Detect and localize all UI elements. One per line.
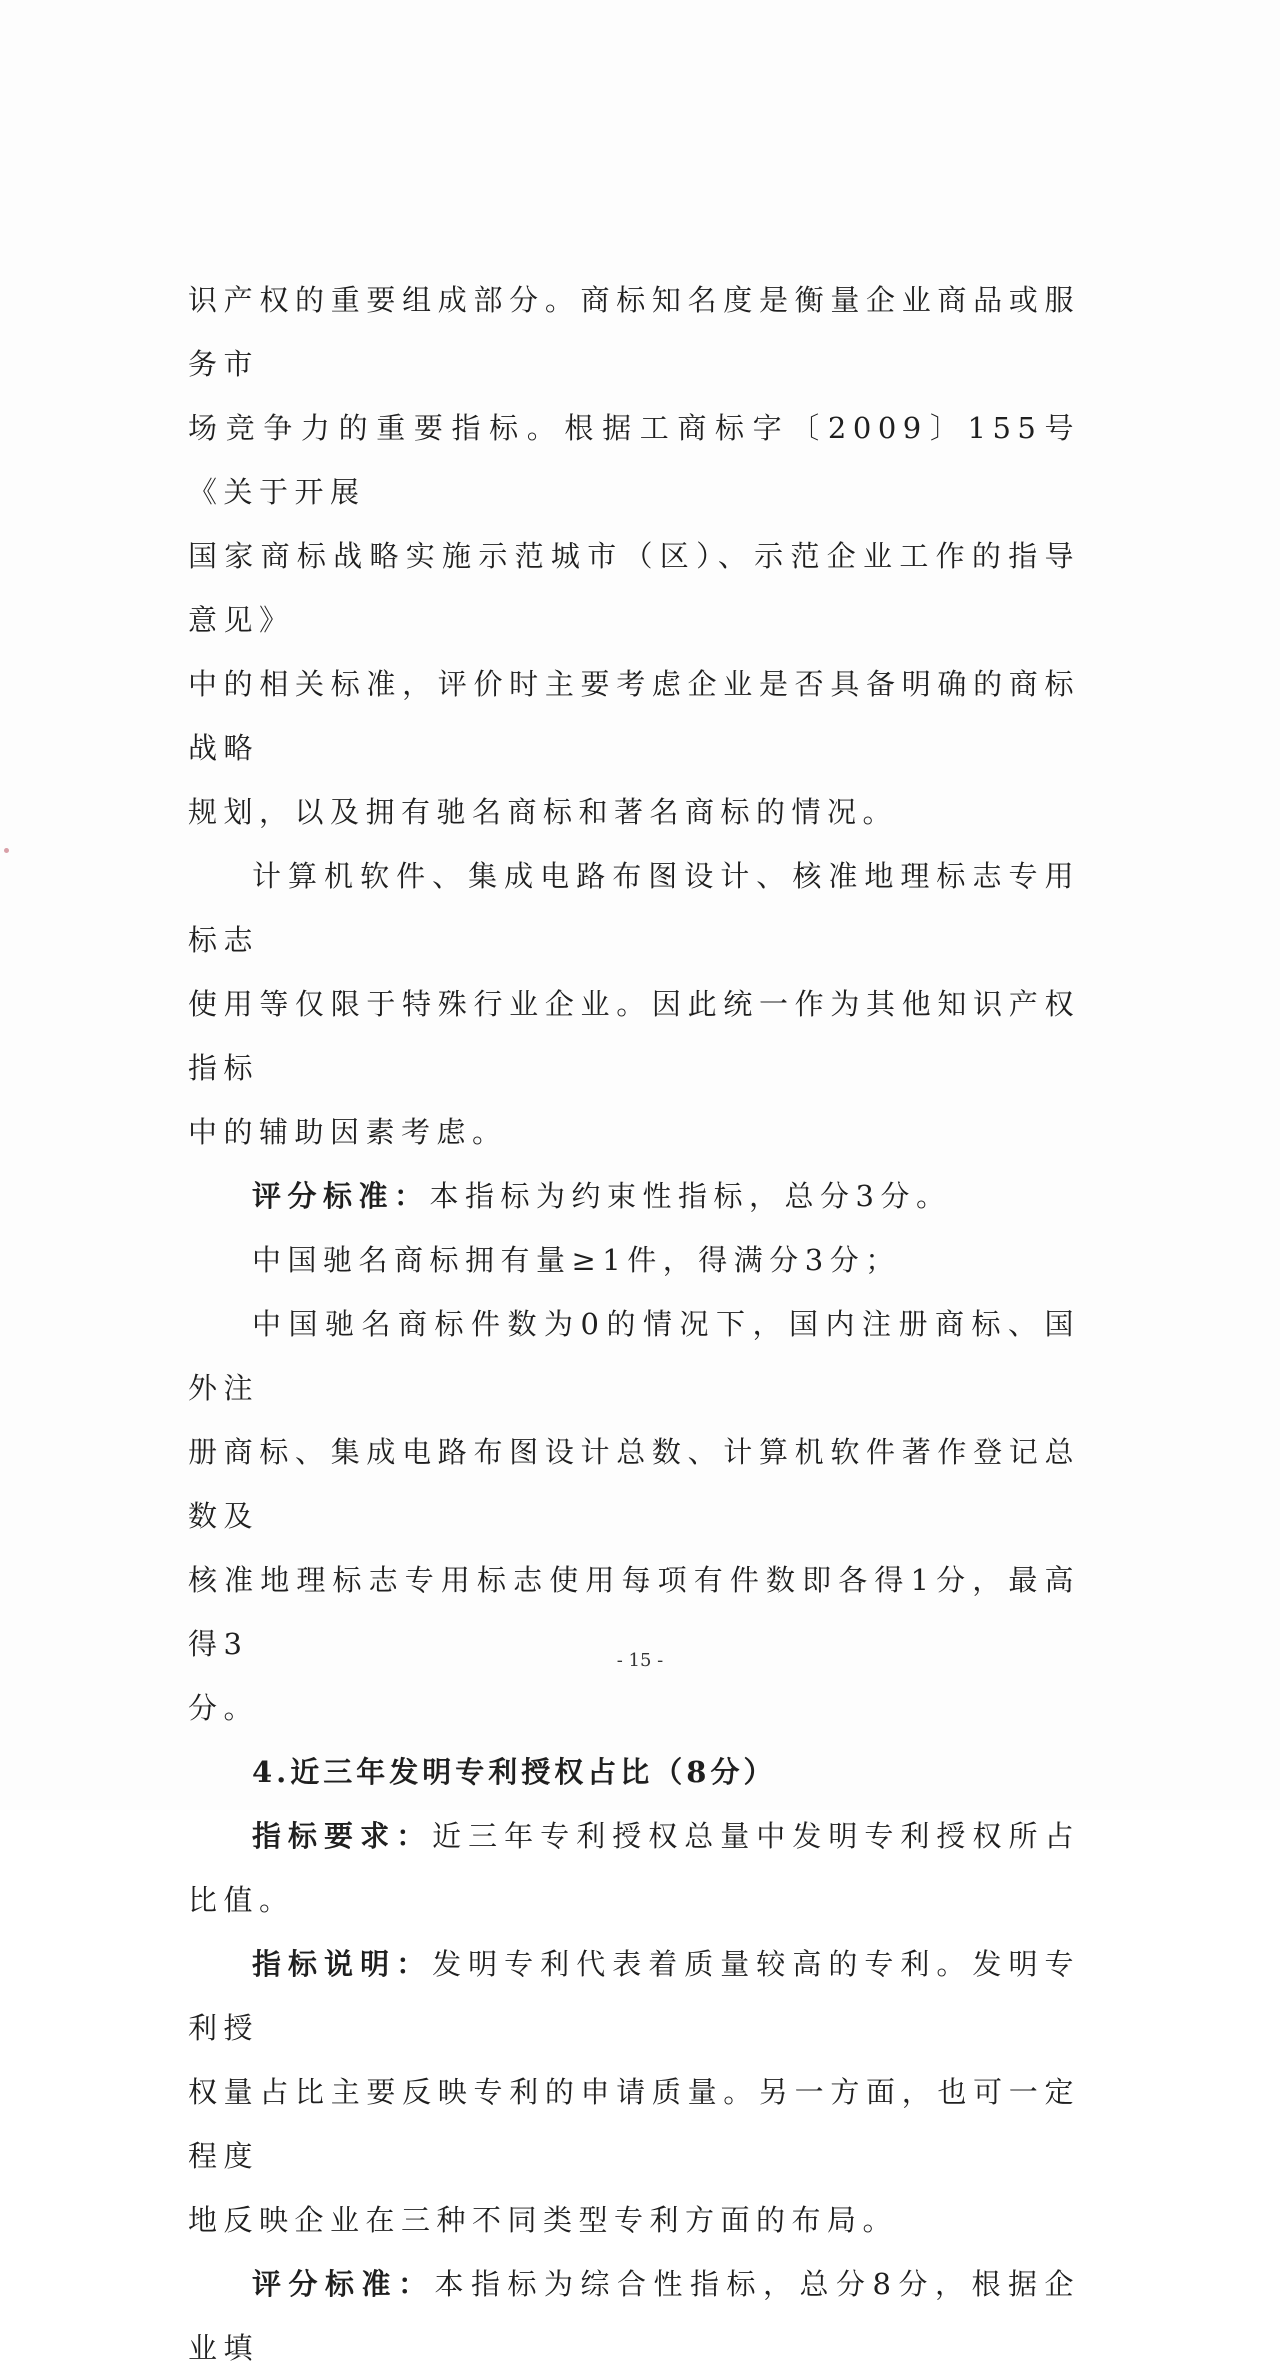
scoring-criteria-text: 本指标为约束性指标，总分3分。 [429,1179,952,1213]
paragraph-indicator-explanation [188,1932,1080,2252]
text-line: 使用等仅限于特殊行业企业。因此统一作为其他知识产权指标 [188,987,1080,1085]
label-scoring-criteria: 评分标准： [252,1179,430,1213]
paragraph-zero-trademark-rule [188,1292,1080,1740]
text-line: 中国驰名商标件数为0的情况下，国内注册商标、国外注 [188,1307,1080,1405]
text-line: 中的辅助因素考虑。 [188,1115,508,1149]
label-scoring-criteria: 评分标准： [252,2267,435,2301]
label-indicator-explanation: 指标说明： [252,1947,433,1981]
text-line: 国家商标战略实施示范城市（区）、示范企业工作的指导意见》 [188,539,1080,637]
text-line: 计算机软件、集成电路布图设计、核准地理标志专用标志 [188,859,1080,957]
label-indicator-requirement: 指标要求： [252,1819,433,1853]
paragraph-other-ip [188,844,1080,1164]
indicator-requirement-text: 近三年专利授权总量中发明专利授权所占比值。 [188,1819,1080,1917]
paragraph-trademark-intro [188,268,1080,844]
paragraph-full-score-rule: 中国驰名商标拥有量≥1件，得满分3分； [252,1243,901,1277]
paragraph-indicator-requirement [188,1804,1080,1932]
scoring-criteria-text: 本指标为综合性指标，总分8分，根据企业填 [188,2267,1080,2365]
section-heading: 4.近三年发明专利授权占比（8分） [252,1755,777,1789]
text-line-content: 发明专利代表着质量较高的专利。发明专利授 [188,1947,1080,2045]
page-number: - 15 - [616,1650,664,1671]
document-body [188,268,1080,2380]
text-line: 册商标、集成电路布图设计总数、计算机软件著作登记总数及 [188,1435,1080,1533]
text-line: 识产权的重要组成部分。商标知名度是衡量企业商品或服务市 [188,283,1080,381]
scan-mark [4,848,9,853]
text-line: 场竞争力的重要指标。根据工商标字〔2009〕155号《关于开展 [188,411,1080,509]
paragraph-scoring-criteria-2 [188,2252,1080,2380]
text-line: 核准地理标志专用标志使用每项有件数即各得1分，最高得3 [188,1563,1080,1661]
text-line [188,1932,1080,2060]
text-line: 中的相关标准，评价时主要考虑企业是否具备明确的商标战略 [188,667,1080,765]
text-line: 地反映企业在三种不同类型专利方面的布局。 [188,2203,899,2237]
paragraph-scoring-criteria [188,1164,1080,1228]
text-line: 规划，以及拥有驰名商标和著名商标的情况。 [188,795,899,829]
text-line: 权量占比主要反映专利的申请质量。另一方面，也可一定程度 [188,2075,1080,2173]
text-line: 分。 [188,1691,260,1725]
